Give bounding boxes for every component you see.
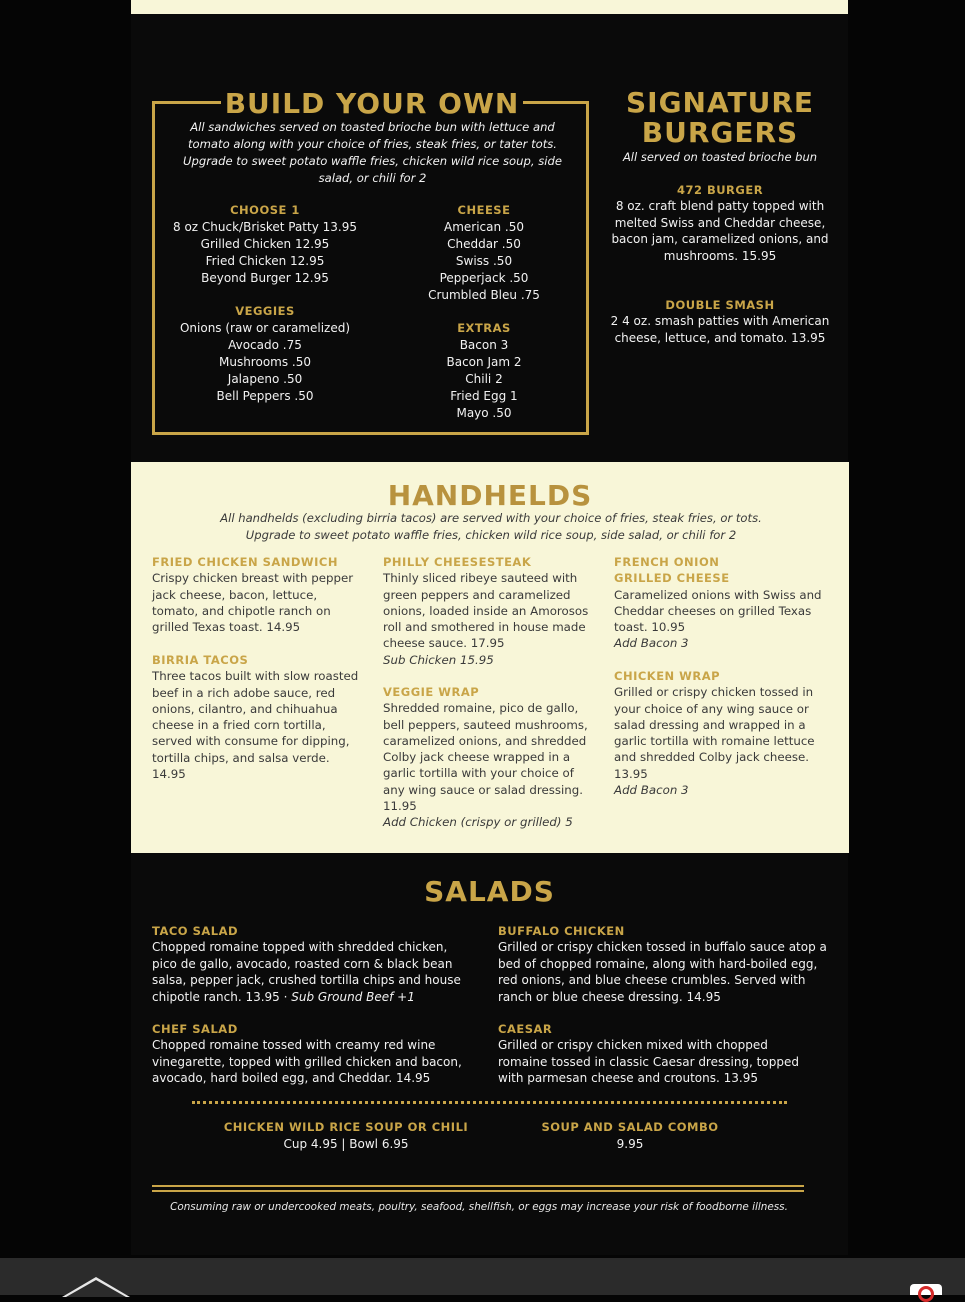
extras-item: Chili 2 <box>465 372 503 386</box>
menu-item-name: 472 BURGER <box>676 183 764 197</box>
menu-item-desc: 8 oz. craft blend patty topped with melted Swiss and Cheddar cheese, bacon jam, caramelized onions, and mushrooms. 15.95 <box>611 199 829 263</box>
menu-item-name: FRENCH ONION <box>614 555 720 569</box>
extras-heading: EXTRAS <box>457 321 511 335</box>
gold-rule <box>152 1190 804 1192</box>
cheese-item: American .50 <box>443 220 524 234</box>
menu-item-name: BUFFALO CHICKEN <box>498 924 625 938</box>
menu-item-desc: Shredded romaine, pico de gallo, bell peppers, sauteed mushrooms, caramelized onions, and shredded Colby jack cheese wrapped in a garlic tortilla with your choice of any wing sauce or salad dressing. 11.95 <box>383 701 588 814</box>
menu-item-veggie-wrap <box>383 684 593 831</box>
menu-item-price: 9.95 <box>616 1137 644 1151</box>
menu-item-name: TACO SALAD <box>152 924 239 938</box>
signature-title-line1: SIGNATURE <box>625 86 815 119</box>
food-safety-disclaimer: Consuming raw or undercooked meats, poultry, seafood, shellfish, or eggs may increase your risk of foodborne illness. <box>170 1201 788 1213</box>
menu-item-birria-tacos <box>152 652 364 782</box>
menu-item-desc: 2 4 oz. smash patties with American cheese, lettuce, and tomato. 13.95 <box>610 314 830 345</box>
menu-item-name: BIRRIA TACOS <box>152 653 249 667</box>
menu-item-name: SOUP AND SALAD COMBO <box>541 1120 719 1134</box>
menu-item-name: CHICKEN WILD RICE SOUP OR CHILI <box>223 1120 469 1134</box>
veggies-section <box>160 303 370 405</box>
choose-heading: CHOOSE 1 <box>230 203 300 217</box>
cheese-item: Crumbled Bleu .75 <box>428 288 540 302</box>
veggie-item: Jalapeno .50 <box>227 372 303 386</box>
menu-item-desc: Chopped romaine tossed with creamy red wine vinegarette, topped with grilled chicken and bacon, avocado, hard boiled egg, and Cheddar. 14.95 <box>152 1038 462 1086</box>
build-your-own-title: BUILD YOUR OWN <box>221 86 523 122</box>
top-strip <box>131 0 848 14</box>
salads-title: SALADS <box>424 875 555 908</box>
veggie-item: Onions (raw or caramelized) <box>179 321 351 335</box>
signature-subtitle: All served on toasted brioche bun <box>622 150 818 164</box>
cheese-section <box>404 202 564 304</box>
menu-item-name: VEGGIE WRAP <box>383 685 480 699</box>
signature-title-line2: BURGERS <box>641 116 799 149</box>
handhelds-title: HANDHELDS <box>387 479 593 512</box>
menu-item-chicken-wrap <box>614 668 826 798</box>
bottom-toolbar <box>0 1258 965 1295</box>
choose-section <box>160 202 370 287</box>
menu-item-chef-salad <box>152 1021 472 1087</box>
signature-burgers-title <box>612 88 828 148</box>
menu-item-desc: Crispy chicken breast with pepper jack cheese, bacon, lettuce, tomato, and chipotle ranch on grilled Texas toast. 14.95 <box>152 571 354 635</box>
menu-item-note: Add Bacon 3 <box>614 636 689 651</box>
menu-item-note: Sub Chicken 15.95 <box>383 652 494 667</box>
menu-item-name: CAESAR <box>498 1022 553 1036</box>
menu-item-note: Add Bacon 3 <box>614 783 689 798</box>
choose-item: Fried Chicken 12.95 <box>205 254 325 268</box>
extras-item: Bacon Jam 2 <box>446 355 522 369</box>
extras-item: Fried Egg 1 <box>450 389 518 403</box>
menu-item-desc-text: Chopped romaine topped with shredded chicken, pico de gallo, avocado, roasted corn & black bean salsa, pepper jack, crushed tortilla chips and house chipotle ranch. 13.95 · <box>152 940 461 1004</box>
extras-item: Mayo .50 <box>456 406 512 420</box>
menu-item-soup <box>210 1119 482 1153</box>
build-your-own-subtitle: All sandwiches served on toasted brioche bun with lettuce and tomato along with your choice of fries, steak fries, or tater tots. Upgrade to sweet potato waffle fries, chicken wild rice soup, side salad, or chili for 2 <box>183 120 562 185</box>
menu-item-desc: Grilled or crispy chicken mixed with chopped romaine tossed in classic Caesar dressing, topped with parmesan cheese and croutons. 13.95 <box>498 1038 799 1086</box>
menu-item-caesar <box>498 1021 818 1087</box>
app-icon[interactable] <box>910 1284 942 1295</box>
menu-item-name: FRIED CHICKEN SANDWICH <box>152 555 338 569</box>
menu-item-french-onion-grilled-cheese <box>614 554 826 652</box>
menu-item-name: CHICKEN WRAP <box>614 669 721 683</box>
menu-item-price: Cup 4.95 | Bowl 6.95 <box>283 1137 409 1151</box>
menu-item-fried-chicken-sandwich <box>152 554 364 635</box>
home-icon[interactable] <box>62 1277 130 1297</box>
menu-item-name: CHEF SALAD <box>152 1022 238 1036</box>
signature-item-472-burger <box>610 182 830 264</box>
menu-item-buffalo-chicken <box>498 923 828 1005</box>
menu-item-name: GRILLED CHEESE <box>614 571 730 586</box>
menu-item-desc: Three tacos built with slow roasted beef in a rich adobe sauce, red onions, cilantro, and chihuahua cheese in a fried corn tortilla, served with consume for dipping, tortilla chips, and salsa verde. 14.95 <box>152 669 359 782</box>
menu-item-desc: Thinly sliced ribeye sauteed with green peppers and caramelized onions, loaded inside an Amorosos roll and smothered in house made cheese sauce. 17.95 <box>383 571 589 651</box>
extras-section <box>404 320 564 422</box>
signature-item-double-smash <box>610 297 830 346</box>
handhelds-subtitle <box>161 510 821 544</box>
cheese-item: Cheddar .50 <box>447 237 521 251</box>
handhelds-subtitle-line2: Upgrade to sweet potato waffle fries, chicken wild rice soup, side salad, or chili for 2 <box>245 528 737 542</box>
menu-item-taco-salad <box>152 923 472 1005</box>
handhelds-subtitle-line1: All handhelds (excluding birria tacos) are served with your choice of fries, steak fries, or tots. <box>220 511 762 525</box>
menu-item-desc <box>152 939 472 1005</box>
menu-item-name: DOUBLE SMASH <box>665 298 775 312</box>
extras-item: Bacon 3 <box>459 338 509 352</box>
handhelds-panel <box>131 462 849 853</box>
cheese-item: Swiss .50 <box>455 254 513 268</box>
gold-rule <box>152 1185 804 1187</box>
dotted-divider <box>192 1101 787 1104</box>
choose-item: Grilled Chicken 12.95 <box>200 237 330 251</box>
menu-item-desc: Caramelized onions with Swiss and Cheddar cheeses on grilled Texas toast. 10.95 <box>614 587 822 635</box>
veggie-item: Avocado .75 <box>228 338 302 352</box>
choose-item: 8 oz Chuck/Brisket Patty 13.95 <box>173 220 357 234</box>
veggie-item: Bell Peppers .50 <box>216 389 314 403</box>
menu-item-desc: Grilled or crispy chicken tossed in buffalo sauce atop a bed of chopped romaine, along with hard-boiled egg, red onions, and blue cheese crumbles. Served with ranch or blue cheese dressing. 14.95 <box>498 940 827 1004</box>
veggie-item: Mushrooms .50 <box>218 355 311 369</box>
veggies-heading: VEGGIES <box>235 304 295 318</box>
cheese-heading: CHEESE <box>457 203 511 217</box>
menu-item-soup-salad-combo <box>520 1119 740 1153</box>
menu-item-philly-cheesesteak <box>383 554 593 668</box>
menu-item-note: Add Chicken (crispy or grilled) 5 <box>383 815 573 830</box>
menu-item-desc: Grilled or crispy chicken tossed in your choice of any wing sauce or salad dressing and wrapped in a garlic tortilla with romaine lettuce and shredded Colby jack cheese. 13.95 <box>614 685 815 781</box>
menu-item-note: Sub Ground Beef +1 <box>291 989 415 1004</box>
menu-item-name: PHILLY CHEESESTEAK <box>383 555 532 569</box>
cheese-item: Pepperjack .50 <box>439 271 529 285</box>
choose-item: Beyond Burger 12.95 <box>201 271 329 285</box>
